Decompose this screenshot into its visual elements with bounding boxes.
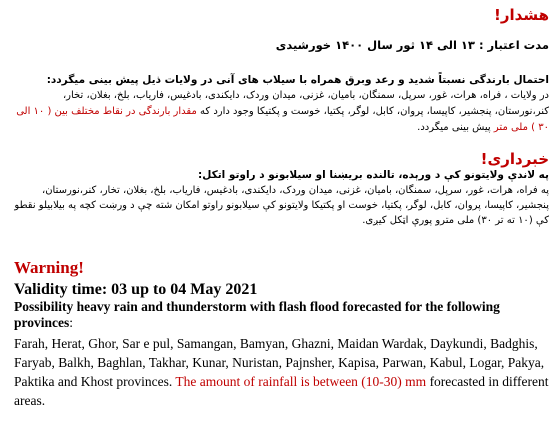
english-rainfall-amount: The amount of rainfall is between (10-30) mm [175, 374, 427, 389]
dari-section [10, 6, 549, 136]
dari-heading: احتمال بارندگی نسبتاً شدید و رعد وبرق همراه با سیلاب های آنی در ولایات ذیل پیش بینی میگردد: [46, 74, 549, 86]
pashto-heading: په لاندې ولایتونو کې د ورېده، تالنده بریښنا او سیلابونو د راوتو اتکل: [198, 169, 549, 181]
pashto-section [10, 150, 549, 228]
english-warning-title: Warning! [14, 258, 84, 277]
english-section [10, 258, 549, 410]
dari-validity-time: مدت اعتبار : ۱۳ الی ۱۴ ثور سال ۱۴۰۰ خورشیدی [275, 38, 549, 52]
pashto-warning-title: خبرداری! [480, 150, 549, 168]
english-heading-text: Possibility heavy rain and thunderstorm with flash flood forecasted for the following provinces [14, 299, 500, 330]
english-forecast-note: forecasted in different areas. [14, 374, 549, 408]
pashto-province-list: په فراه، هرات، غور، سرپل، سمنگان، بامیان، غزنی، میدان وردک، دایکندی، بادغیس، فاریاب، بلخ، بغلان، تخار، کنر،نورستان، پنجشیر، کاپیسا، پروان، کابل، لوگر، پکتیا، خوست او پکتیکا ولایتونو کې سیلابونو راوتو امکان شته چې د ورښت کچه په بیلابیلو نقطو کې (۱۰ ته تر ۳۰) ملی مترو پورې [14, 185, 549, 226]
dari-rainfall-amount: مقدار بارندگی در نقاط مختلف بین ( ۱۰ الی ۳۰ ) ملی متر [16, 106, 549, 133]
pashto-body [10, 183, 549, 228]
english-heading [14, 299, 549, 331]
english-province-list: Farah, Herat, Ghor, Sar e pul, Samangan, Bamyan, Ghazni, Maidan Wardak, Daykundi, Badghis, Faryab, Balkh, Baghlan, Takhar, Kunar, Nuristan, Pajnsher, Kapisa, Parwan, Kabul, Logar, Pakya, Paktika and Khost provinces. [14, 336, 545, 389]
dari-body [10, 88, 549, 136]
english-heading-colon: : [69, 315, 74, 330]
english-body [14, 334, 549, 410]
pashto-forecast-note: اټکل کیږی. [362, 215, 409, 226]
dari-forecast-note: پیش بینی میگردد. [417, 122, 491, 133]
english-validity-time: Validity time: 03 up to 04 May 2021 [14, 281, 258, 298]
dari-province-list: در ولایات ، فراه، هرات، غور، سرپل، سمنگان، بامیان، غزنی، میدان وردک، دایکندی، بادغیس، فاریاب، بلخ، بغلان، تخار، کنر،نورستان، پنجشیر، کاپیسا، پروان، کابل، لوگر، پکتیا، خوست و پکتیکا وجود دارد که [62, 90, 549, 117]
dari-warning-title: هشدار! [494, 6, 549, 24]
